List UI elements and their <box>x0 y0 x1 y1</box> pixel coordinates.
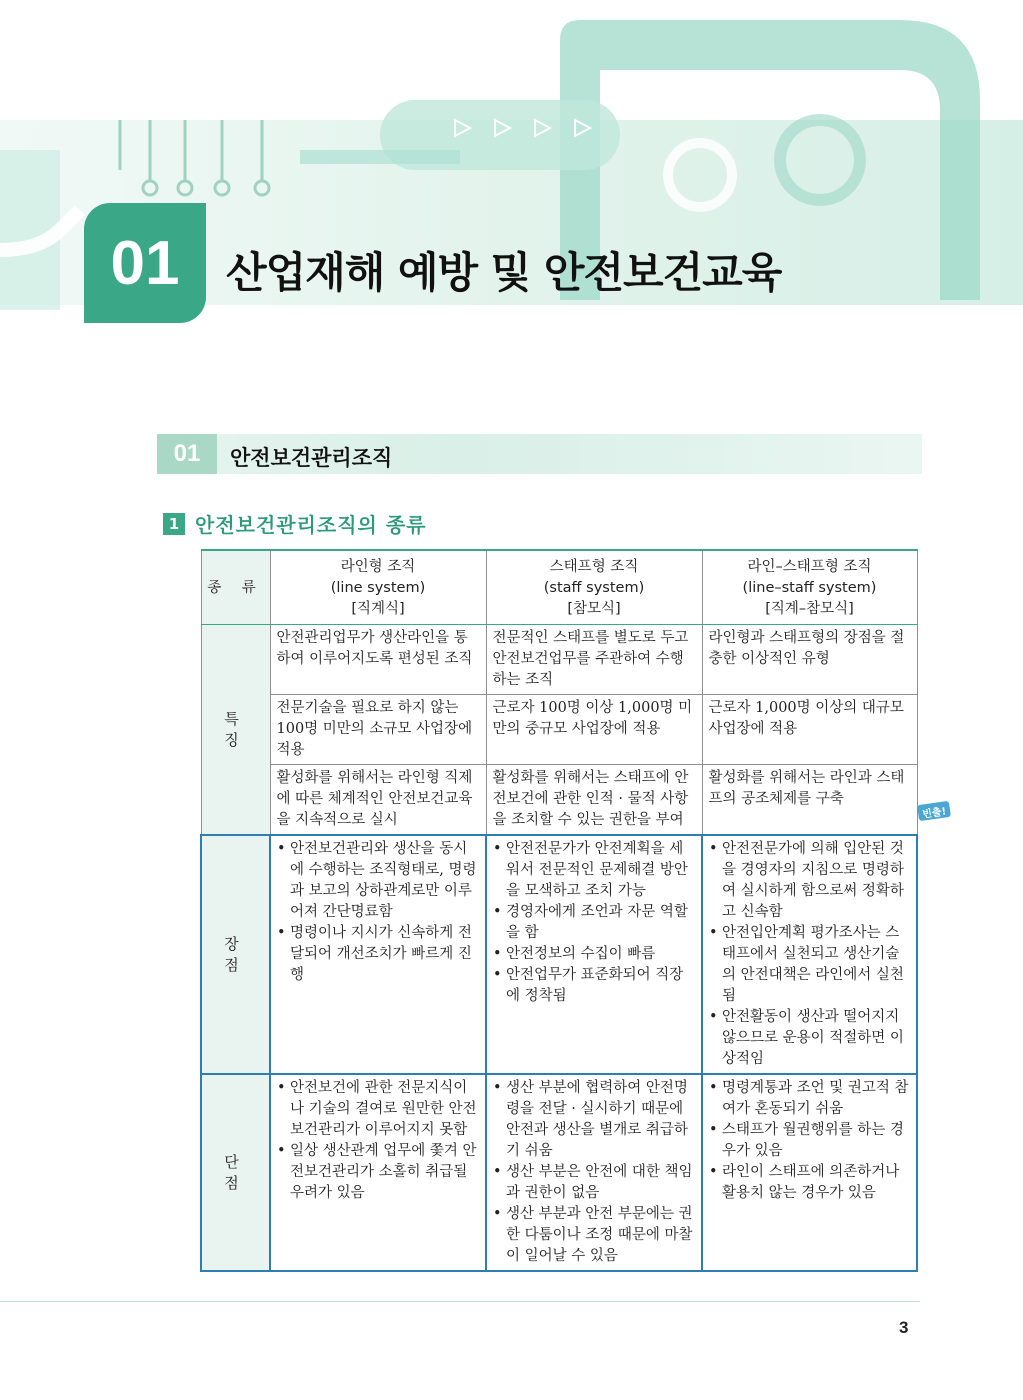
table-row <box>201 695 917 765</box>
table-cell: 활성화를 위해서는 스태프에 안전보건에 관한 인적 · 물적 사항을 조치할 수 있는 권한을 부여 <box>486 765 702 836</box>
list-item: • 안전전문가가 안전계획을 세워서 전문적인 문제해결 방안을 모색하고 조치 가능 <box>493 839 695 902</box>
list-item: • 생산 부분과 안전 부문에는 권한 다툼이나 조정 때문에 마찰이 일어날 수 있음 <box>493 1204 695 1267</box>
list-item: • 안전보건에 관한 전문지식이나 기술의 결여로 원만한 안전보건관리가 이루어지지 못함 <box>277 1078 479 1141</box>
table-cell: 활성화를 위해서는 라인형 직제에 따른 체계적인 안전보건교육을 지속적으로 실시 <box>270 765 486 836</box>
table-cell: 전문기술을 필요로 하지 않는 100명 미만의 소규모 사업장에 적용 <box>270 695 486 765</box>
chapter-title: 산업재해 예방 및 안전보건교육 <box>226 248 782 297</box>
table-cell: 근로자 1,000명 이상의 대규모 사업장에 적용 <box>702 695 917 765</box>
series-label: ENGINEER INDUSTRIAL SAFETY <box>610 74 810 88</box>
table-cell <box>486 1074 702 1271</box>
list-item: • 생산 부분에 협력하여 안전명령을 전달 · 실시하기 때문에 안전과 생산을 별개로 취급하기 쉬움 <box>493 1078 695 1162</box>
row-label-disadvantage: 단 점 <box>201 1074 270 1271</box>
table-cell: 전문적인 스태프를 별도로 두고 안전보건업무를 주관하여 수행하는 조직 <box>486 625 702 695</box>
footer-divider <box>0 1301 920 1302</box>
list-item: • 스태프가 월권행위를 하는 경우가 있음 <box>709 1120 910 1162</box>
row-label-feature: 특 징 <box>201 625 270 836</box>
subsection-title: 안전보건관리조직의 종류 <box>195 513 427 537</box>
table-row <box>201 835 917 1074</box>
list-item: • 라인이 스태프에 의존하거나 활용치 않는 경우가 있음 <box>709 1162 910 1204</box>
list-item: • 안전활동이 생산과 떨어지지 않으므로 운용이 적절하면 이상적임 <box>709 1007 910 1070</box>
chapter-number: 01 <box>84 203 206 323</box>
column-header <box>270 550 486 625</box>
column-name: 라인형 조직 <box>340 559 416 575</box>
table-cell: 활성화를 위해서는 라인과 스태프의 공조체제를 구축 <box>702 765 917 836</box>
column-name: 스태프형 조직 <box>549 559 639 575</box>
table-cell <box>270 1074 486 1271</box>
list-item: • 안전입안계획 평가조사는 스태프에서 실천되고 생산기술의 안전대책은 라인에서 실천됨 <box>709 923 910 1007</box>
column-alias: [참모식] <box>567 601 621 617</box>
page-number: 3 <box>899 1318 909 1337</box>
row-label-kind: 종 류 <box>201 550 270 625</box>
column-english: (line system) <box>330 580 426 596</box>
table-row <box>201 1074 917 1271</box>
table-cell: 라인형과 스태프형의 장점을 절충한 이상적인 유형 <box>702 625 917 695</box>
table-header-row <box>201 550 917 625</box>
column-header <box>486 550 702 625</box>
table-cell <box>702 1074 917 1271</box>
table-cell <box>702 835 917 1074</box>
column-name: 라인–스태프형 조직 <box>747 559 872 575</box>
table-cell <box>486 835 702 1074</box>
list-item: • 생산 부분은 안전에 대한 책임과 권한이 없음 <box>493 1162 695 1204</box>
column-header <box>702 550 917 625</box>
column-english: (staff system) <box>543 580 645 596</box>
section-number: 01 <box>157 434 217 474</box>
column-alias: [직계식] <box>351 601 405 617</box>
column-alias: [직계–참모식] <box>765 601 854 617</box>
list-item: • 안전전문가에 의해 입안된 것을 경영자의 지침으로 명령하여 실시하게 함으로써 정확하고 신속함 <box>709 839 910 923</box>
column-english: (line–staff system) <box>742 580 877 596</box>
row-label-advantage: 장 점 <box>201 835 270 1074</box>
section-title: 안전보건관리조직 <box>230 446 393 470</box>
list-item: • 명령계통과 조언 및 권고적 참여가 혼동되기 쉬움 <box>709 1078 910 1120</box>
organization-types-table <box>200 549 918 1272</box>
table-cell: 근로자 100명 이상 1,000명 미만의 중규모 사업장에 적용 <box>486 695 702 765</box>
table-cell <box>270 835 486 1074</box>
list-item: • 일상 생산관계 업무에 쫓겨 안전보건관리가 소홀히 취급될 우려가 있음 <box>277 1141 479 1204</box>
list-item: • 경영자에게 조언과 자문 역할을 함 <box>493 902 695 944</box>
table-row <box>201 765 917 836</box>
frequent-badge: 빈출! <box>917 801 951 821</box>
list-item: • 안전보건관리와 생산을 동시에 수행하는 조직형태로, 명령과 보고의 상하관계로만 이루어져 간단명료함 <box>277 839 479 923</box>
list-item: • 안전정보의 수집이 빠름 <box>493 944 695 965</box>
list-item: • 명령이나 지시가 신속하게 전달되어 개선조치가 빠르게 진행 <box>277 923 479 986</box>
table-cell: 안전관리업무가 생산라인을 통하여 이루어지도록 편성된 조직 <box>270 625 486 695</box>
list-item: • 안전업무가 표준화되어 직장에 정착됨 <box>493 965 695 1007</box>
subsection-number: 1 <box>163 513 185 535</box>
table-row <box>201 625 917 695</box>
